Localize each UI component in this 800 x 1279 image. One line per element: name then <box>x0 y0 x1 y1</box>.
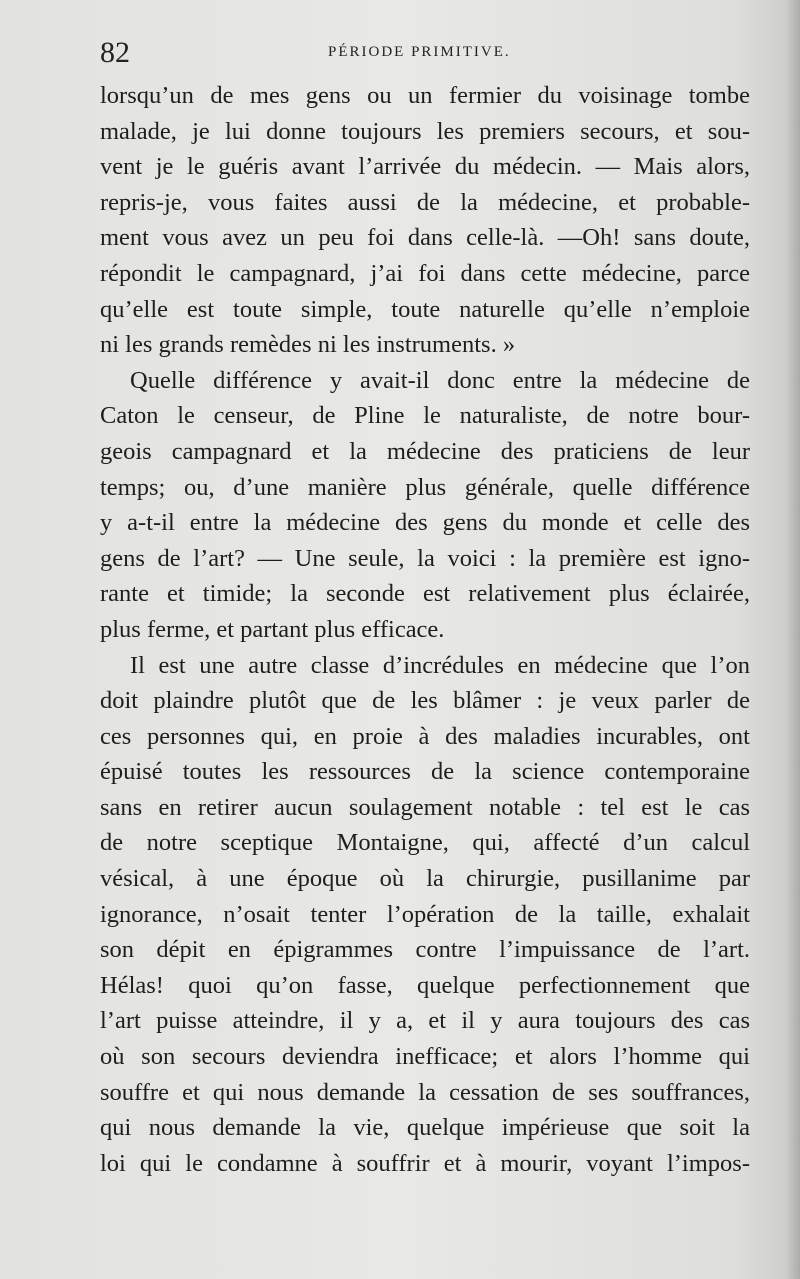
text-line: qu’elle est toute simple, toute naturelle qu’elle n’emploie <box>100 295 750 323</box>
body-text <box>100 78 750 1181</box>
text-line: malade, je lui donne toujours les premiers secours, et sou- <box>100 117 750 145</box>
text-line: geois campagnard et la médecine des praticiens de leur <box>100 437 750 465</box>
text-line: l’art puisse atteindre, il y a, et il y aura toujours des cas <box>100 1007 750 1035</box>
text-line: ignorance, n’osait tenter l’opération de la taille, exhalait <box>100 900 750 928</box>
text-line: de notre sceptique Montaigne, qui, affecté d’un calcul <box>100 829 750 857</box>
text-line: ment vous avez un peu foi dans celle-là. —Oh! sans doute, <box>100 224 750 252</box>
text-line: épuisé toutes les ressources de la science contemporaine <box>100 758 750 786</box>
text-line: repris-je, vous faites aussi de la médecine, et probable- <box>100 188 750 216</box>
text-line: sans en retirer aucun soulagement notable : tel est le cas <box>100 793 750 821</box>
text-line: vésical, à une époque où la chirurgie, pusillanime par <box>100 865 750 893</box>
running-head: PÉRIODE PRIMITIVE. <box>328 44 511 60</box>
page-number: 82 <box>100 36 130 69</box>
text-line: Il est une autre classe d’incrédules en médecine que l’on <box>130 651 750 679</box>
text-line: temps; ou, d’une manière plus générale, quelle différence <box>100 473 750 501</box>
text-line: souffre et qui nous demande la cessation de ses souffrances, <box>100 1078 750 1106</box>
text-line: Quelle différence y avait-il donc entre la médecine de <box>130 366 750 394</box>
text-line: où son secours deviendra inefficace; et alors l’homme qui <box>100 1043 750 1071</box>
text-line: loi qui le condamne à souffrir et à mourir, voyant l’impos- <box>100 1149 750 1177</box>
text-line: ces personnes qui, en proie à des maladies incurables, ont <box>100 722 750 750</box>
text-line: doit plaindre plutôt que de les blâmer : je veux parler de <box>100 687 750 715</box>
paragraph-3 <box>100 648 750 1182</box>
text-line: Caton le censeur, de Pline le naturaliste, de notre bour- <box>100 402 750 430</box>
text-line: ni les grands remèdes ni les instruments. » <box>100 331 516 359</box>
text-line: Hélas! quoi qu’on fasse, quelque perfectionnement que <box>100 971 750 999</box>
text-line: plus ferme, et partant plus efficace. <box>100 615 445 643</box>
text-line: son dépit en épigrammes contre l’impuissance de l’art. <box>100 936 750 964</box>
page-header <box>100 36 750 70</box>
text-line: lorsqu’un de mes gens ou un fermier du voisinage tombe <box>100 82 750 109</box>
page-edge-shadow <box>786 0 800 1279</box>
text-line: qui nous demande la vie, quelque impérieuse que soit la <box>100 1114 750 1142</box>
text-line: gens de l’art? — Une seule, la voici : la première est igno- <box>100 544 750 572</box>
text-line: rante et timide; la seconde est relativement plus éclairée, <box>100 580 750 608</box>
text-line: vent je le guéris avant l’arrivée du médecin. — Mais alors, <box>100 153 750 181</box>
paragraph-2 <box>100 363 750 648</box>
text-line: répondit le campagnard, j’ai foi dans cette médecine, parce <box>100 259 750 287</box>
paragraph-1 <box>100 78 750 363</box>
text-line: y a-t-il entre la médecine des gens du monde et celle des <box>100 509 750 537</box>
